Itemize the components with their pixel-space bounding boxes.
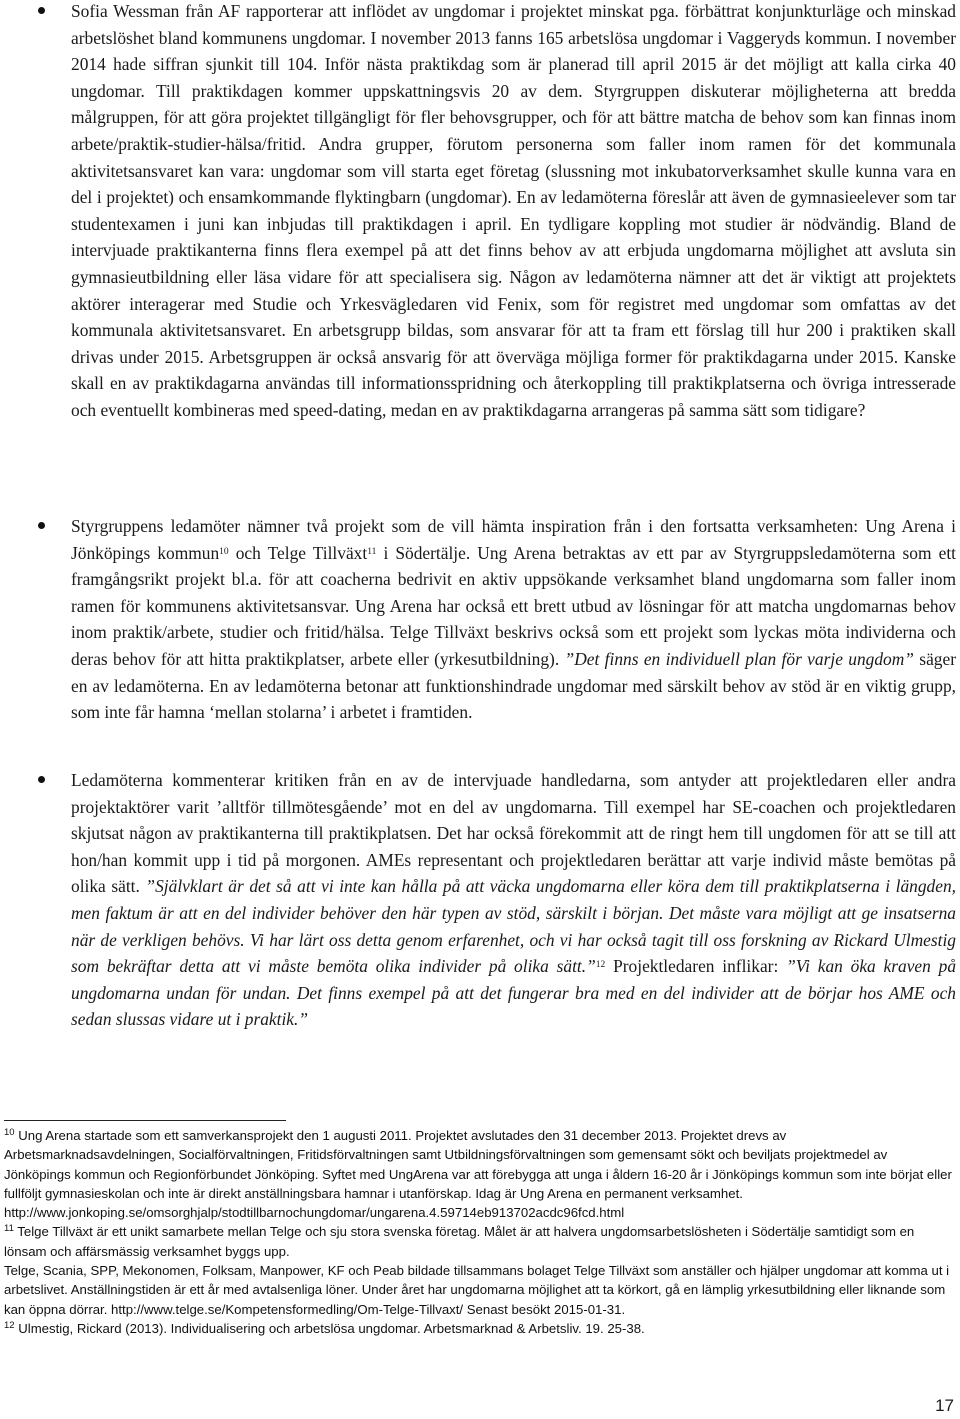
footnote-number: 12 <box>4 1319 15 1331</box>
footnote-number: 11 <box>4 1223 14 1235</box>
footnote-10 <box>4 1126 956 1222</box>
bullet-point-icon <box>38 522 45 529</box>
body-text: Projektledaren inflikar: <box>605 956 787 977</box>
bullet-text <box>71 513 956 726</box>
bullet-item-inspiration <box>38 513 956 726</box>
footnotes <box>4 1126 956 1338</box>
quote-text: ”Det finns en individuell plan för varje ungdom” <box>564 648 914 669</box>
body-text: Ledamöterna kommenterar kritiken från en av de intervjuade handledarna, som antyder att projektledaren eller andra projektaktörer varit ’alltför tillmötesgående’ mot en del av ungdomarna. Till exempel har SE-coachen och projektledaren skjutsat någon av praktikanterna till praktikplatsen. Det har också förekommit att de ringt hem till ungdomen för att se till att hon/han kommit upp i tid på morgonen. AMEs representant och projektledaren berättar att varje individ måste bemötas på olika sätt. <box>71 770 956 897</box>
body-text: säger en av ledamöterna. En av ledamöterna betonar att funktionshindrade ungdomar med särskilt behov av stöd är en viktig grupp, som inte får hamna ‘mellan stolarna’ i arbetet i framtiden. <box>71 648 956 723</box>
footnote-text: Telge Tillväxt är ett unikt samarbete mellan Telge och sju stora svenska företag. Målet är att halvera ungdomsarbetslösheten i Södertälje samtidigt som en lönsam och affärsmässig verksamhet byggs upp. <box>4 1224 915 1259</box>
bullet-text <box>71 0 956 424</box>
bullet-point-icon <box>38 776 45 783</box>
bullet-text <box>71 767 956 1033</box>
page-number: 17 <box>935 1396 954 1415</box>
bullet-item-kritik <box>38 767 956 1033</box>
footnote-reference[interactable]: 10 <box>219 546 229 557</box>
footnote-11 <box>4 1222 956 1318</box>
footnote-text: Ung Arena startade som ett samverkansprojekt den 1 augusti 2011. Projektet avslutades den 31 december 2013. Projektet drevs av Arbetsmarknadsavdelningen, Socialförvaltningen, Fritidsförvaltningen samt Utbildningsförvaltningen som gemensamt sökt och beviljats projektmedel av Jönköpings kommun och Regionförbundet Jönköping. Syftet med UngArena var att förebygga att unga i åldern 16-20 år i Jönköpings kommun som inte börjat eller fullföljt gymnasieskolan och inte är direkt anställningsbara hamnar i utanförskap. Idag är Ung Arena en permanent verksamhet. <box>4 1128 952 1201</box>
footnote-reference[interactable]: 11 <box>367 546 377 557</box>
body-text: Sofia Wessman från AF rapporterar att inflödet av ungdomar i projektet minskat pga. förbättrat konjunkturläge och minskad arbetslöshet bland kommunens ungdomar. I november 2013 fanns 165 arbetslösa ungdomar i Vaggeryds kommun. I november 2014 hade siffran sjunkit till 104. Inför nästa praktikdag som är planerad till april 2015 är det möjligt att kalla cirka 40 ungdomar. Till praktikdagen kommer uppskattningsvis 20 av dem. Styrgruppen diskuterar möjligheterna att bredda målgruppen, för att göra projektet tillgängligt för fler behovsgrupper, och för att bättre matcha de behov som kan finnas inom arbete/praktik-studier-hälsa/fritid. Andra grupper, förutom personerna som faller inom ramen för det kommunala aktivitetsansvaret kan vara: ungdomar som vill starta eget företag (slussning mot inkubatorverksamhet skulle kunna vara en del i projektet) och ensamkommande flyktingbarn (ungdomar). En av ledamöterna föreslår att även de gymnasieelever som tar studentexamen i juni kan inbjudas till praktikdagen i april. En tydligare koppling mot studier är nödvändig. Bland de intervjuade praktikanterna finns flera exempel på att det finns behov av att erbjuda ungdomarna möjlighet att avsluta sin gymnasieutbildning eller läsa vidare för att specialisera sig. Någon av ledamöterna nämner att det är viktigt att projektets aktörer interagerar med Studie och Yrkesvägledaren vid Fenix, som för registret med ungdomar som omfattas av det kommunala aktivitetsansvaret. En arbetsgrupp bildas, som ansvarar för att ta fram ett förslag till hur 200 i praktiken skall drivas under 2015. Arbetsgruppen är också ansvarig för att överväga möjliga former för praktikdagarna under 2015. Kanske skall en av praktikdagarna användas till informationsspridning och återkoppling till praktikplatserna och övriga intresserade och eventuellt kombineras med speed-dating, medan en av praktikdagarna arrangeras på samma sätt som tidigare? <box>71 1 956 420</box>
footnote-separator <box>4 1120 286 1121</box>
bullet-item-inflode <box>38 0 956 424</box>
bullet-point-icon <box>38 7 45 14</box>
body-text: Styrgruppens ledamöter nämner två projekt som de vill hämta inspiration från i den fortsatta verksamheten: Ung Arena i Jönköpings kommun <box>71 516 956 563</box>
footnote-link[interactable]: http://www.jonkoping.se/omsorghjalp/stodtillbarnochungdomar/ungarena.4.59714eb913702acdc96fcd.html <box>4 1205 625 1221</box>
footnote-12 <box>4 1319 956 1338</box>
footnote-text: Telge, Scania, SPP, Mekonomen, Folksam, Manpower, KF och Peab bildade tillsammans bolaget Telge Tillväxt som anställer och hjälper ungdomar att komma ut i arbetslivet. Anställningstiden är ett år med avtalsenliga löner. Under året har ungdomarna möjlighet att ta körkort, gå en lämplig yrkesutbildning eller liknande som kan öppna dörrar. http://www.telge.se/Kompetensformedling/Om-Telge-Tillvaxt/ Senast besökt 2015-01-31. <box>4 1263 950 1317</box>
body-text: och Telge Tillväxt <box>228 542 368 563</box>
footnote-reference[interactable]: 12 <box>595 960 606 971</box>
quote-text: ”Självklart är det så att vi inte kan hålla på att väcka ungdomarna eller köra dem till praktikplatserna i längden, men faktum är att en del individer behöver den här typen av stöd, särskilt i början. Det måste vara möjligt att ge insatserna när de verkligen behövs. Vi har lärt oss detta genom erfarenhet, och vi har också tagit till oss forskning av Rickard Ulmestig som bekräftar detta att vi måste bemöta olika individer på olika sätt.” <box>71 876 956 977</box>
body-text: i Södertälje. Ung Arena betraktas av ett par av Styrgruppsledamöterna som ett framgångsrikt projekt bl.a. för att coacherna bedrivit en aktiv uppsökande verksamhet bland ungdomarna som faller inom ramen för kommunens aktivitetsansvar. Ung Arena har också ett brett utbud av lösningar för att matcha ungdomarnas behov inom praktik/arbete, studier och fritid/hälsa. Telge Tillväxt beskrivs också som ett projekt som lyckas möta individerna och deras behov för att hitta praktikplatser, arbete eller (yrkesutbildning). <box>71 542 956 669</box>
quote-text: ”Vi kan öka kraven på ungdomarna undan för undan. Det finns exempel på att det fungerar bra med en del individer att de börjar hos AME och sedan slussas vidare ut i praktik.” <box>71 956 957 1030</box>
footnote-number: 10 <box>4 1127 15 1138</box>
footnote-text: Ulmestig, Rickard (2013). Individualisering och arbetslösa ungdomar. Arbetsmarknad & Arbetsliv. 19. 25-38. <box>14 1320 645 1336</box>
